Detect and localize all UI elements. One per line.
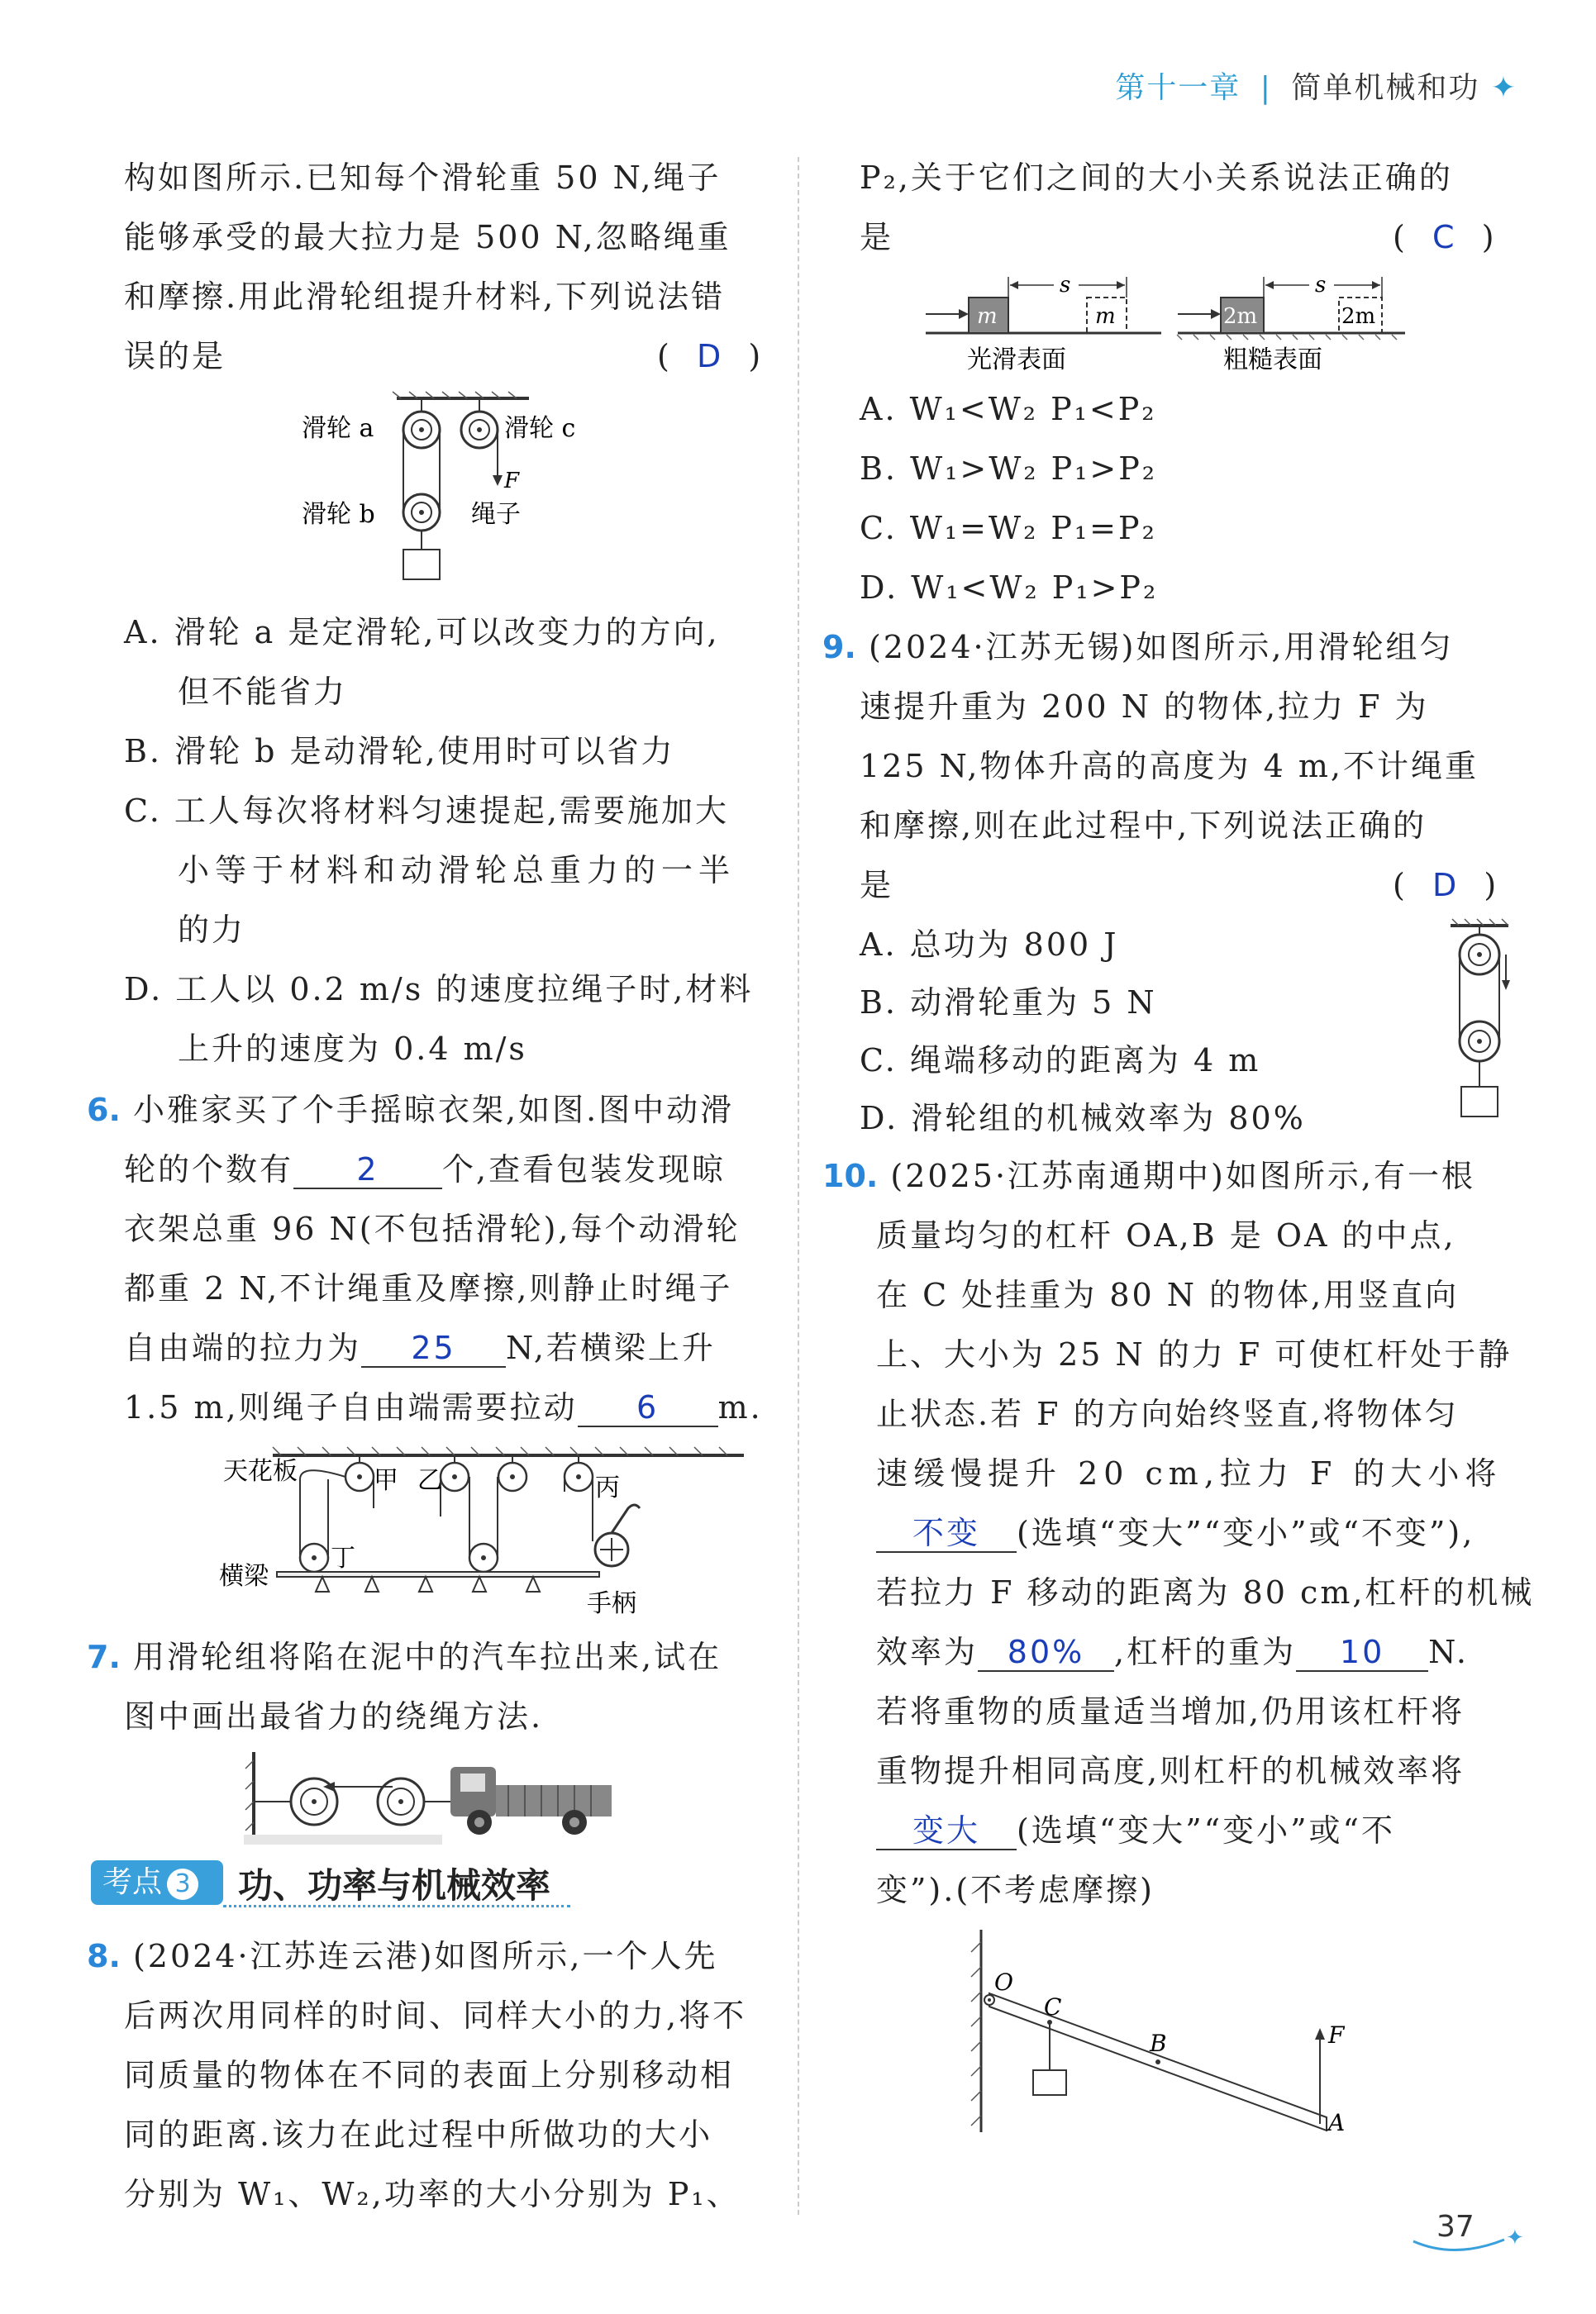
q8-mass-m-dashed: m [1095, 304, 1116, 329]
q6-line-5 [124, 1323, 716, 1373]
label-jia: 甲 [374, 1466, 398, 1495]
q5-option-d-line1: D. 工人以 0.2 m/s 的速度拉绳子时,材料 [124, 971, 754, 1007]
label-beam: 横梁 [219, 1562, 269, 1591]
page-number-block [1405, 2208, 1529, 2258]
q9-option-d: D. 滑轮组的机械效率为 80% [860, 1100, 1306, 1136]
q8-option-d: D. W₁<W₂ P₁>P₂ [860, 569, 1159, 606]
q6-text-2b: 个,查看包装发现晾 [442, 1151, 727, 1188]
q10-line-10: 若将重物的质量适当增加,仍用该杠杆将 [876, 1693, 1465, 1730]
q8-line-5: 分别为 W₁、W₂,功率的大小分别为 P₁、 [124, 2176, 741, 2212]
q7-truck-figure [244, 1744, 624, 1847]
q10-line-5: 止状态.若 F 的方向始终竖直,将物体匀 [876, 1396, 1459, 1432]
label-smooth-surface: 光滑表面 [967, 345, 1066, 374]
q10-text-12b: (选填“变大”“变小”或“不 [1017, 1812, 1395, 1849]
q9-answer-bracket: ( D ) [1393, 867, 1499, 903]
q10-number: 10. [822, 1158, 879, 1194]
column-divider [798, 157, 799, 2215]
q10-line-11: 重物提升相同高度,则杠杆的机械效率将 [876, 1753, 1465, 1789]
q6-clothes-rack-figure [215, 1442, 752, 1620]
sparkle-icon: ✦ [1490, 71, 1517, 105]
q8-line-3: 同质量的物体在不同的表面上分别移动相 [124, 2057, 735, 2093]
q5-pulley-figure [298, 388, 612, 603]
label-pulley-a: 滑轮 a [302, 414, 374, 443]
chapter-title: 简单机械和功 [1291, 71, 1480, 105]
q7-text-1: 用滑轮组将陷在泥中的汽车拉出来,试在 [132, 1639, 722, 1675]
q10-text-1: (2025·江苏南通期中)如图所示,有一根 [890, 1158, 1475, 1194]
chapter-label: 第十一章 [1115, 71, 1241, 105]
svg-text:✦: ✦ [1506, 2226, 1524, 2250]
q10-blank-2[interactable]: 80% [978, 1634, 1114, 1672]
q5-line-4: 误的是 [124, 338, 226, 374]
q6-line-6 [124, 1383, 763, 1432]
q10-lever-figure [963, 1926, 1376, 2140]
q9-line-3: 125 N,物体升高的高度为 4 m,不计绳重 [860, 748, 1479, 784]
q8-answer: C [1432, 219, 1457, 255]
q8-text-1: (2024·江苏连云港)如图所示,一个人先 [132, 1938, 718, 1974]
q9-option-c: C. 绳端移动的距离为 4 m [860, 1042, 1261, 1078]
q5-line-3: 和摩擦.用此滑轮组提升材料,下列说法错 [124, 279, 726, 315]
q6-line-1 [87, 1085, 734, 1135]
label-point-O: O [994, 1969, 1013, 1996]
q8-number: 8. [87, 1938, 121, 1974]
q9-line-1 [822, 622, 1454, 672]
q5-option-c-line2: 小等于材料和动滑轮总重力的一半 [178, 852, 736, 888]
q10-line-1 [822, 1151, 1475, 1201]
q9-number: 9. [822, 629, 856, 665]
q8-option-b: B. W₁>W₂ P₁>P₂ [860, 450, 1158, 487]
q8-distance-s-2: s [1315, 273, 1327, 298]
q10-text-9c: N. [1428, 1634, 1470, 1670]
q6-line-3: 衣架总重 96 N(不包括滑轮),每个动滑轮 [124, 1211, 741, 1247]
q7-line-1 [87, 1632, 722, 1682]
q6-text-1: 小雅家买了个手摇晾衣架,如图.图中动滑 [132, 1092, 735, 1128]
q10-line-6: 速缓慢提升 20 cm,拉力 F 的大小将 [876, 1455, 1503, 1492]
q6-blank-2[interactable]: 25 [361, 1330, 506, 1368]
label-ceiling: 天花板 [223, 1457, 298, 1486]
label-rope: 绳子 [471, 500, 521, 529]
label-yi: 乙 [417, 1466, 442, 1495]
q9-text-1: (2024·江苏无锡)如图所示,用滑轮组匀 [868, 629, 1454, 665]
q6-blank-1[interactable]: 2 [293, 1151, 442, 1189]
q8-cont-line-1: P₂,关于它们之间的大小关系说法正确的 [860, 160, 1453, 196]
label-bing: 丙 [595, 1474, 620, 1502]
q10-line-13: 变”).(不考虑摩擦) [876, 1872, 1155, 1908]
q8-distance-s-1: s [1060, 273, 1071, 298]
label-force-F: F [1328, 2021, 1345, 2049]
q5-line-1: 构如图所示.已知每个滑轮重 50 N,绳子 [124, 160, 722, 196]
kaodian-number: 3 [167, 1869, 198, 1900]
q5-line-2: 能够承受的最大拉力是 500 N,忽略绳重 [124, 219, 731, 255]
q5-answer: D [696, 338, 724, 374]
page-header [1115, 64, 1517, 107]
q8-mass-2m-dashed: 2m [1341, 304, 1376, 329]
q5-answer-bracket: ( D ) [657, 338, 764, 374]
label-point-C: C [1044, 1993, 1062, 2021]
q5-option-a-line2: 但不能省力 [178, 674, 348, 710]
q9-option-a: A. 总功为 800 J [860, 926, 1119, 963]
q10-line-2: 质量均匀的杠杆 OA,B 是 OA 的中点, [876, 1217, 1456, 1254]
q6-text-6b: m. [717, 1389, 763, 1426]
label-rough-surface: 粗糙表面 [1223, 345, 1322, 374]
q9-option-b: B. 动滑轮重为 5 N [860, 984, 1157, 1021]
q9-answer: D [1432, 867, 1460, 903]
q5-option-c-line3: 的力 [178, 912, 246, 948]
q10-text-9b: ,杠杆的重为 [1114, 1634, 1297, 1670]
q8-answer-bracket: ( C ) [1393, 219, 1497, 255]
q10-text-7b: (选填“变大”“变小”或“不变”), [1017, 1515, 1475, 1551]
q10-line-12 [876, 1806, 1395, 1855]
q9-line-2: 速提升重为 200 N 的物体,拉力 F 为 [860, 688, 1429, 725]
q8-cont-line-2: 是 [860, 219, 894, 255]
q6-blank-3[interactable]: 6 [578, 1389, 718, 1427]
label-pulley-c: 滑轮 c [504, 414, 576, 443]
q7-number: 7. [87, 1639, 121, 1675]
q6-line-2 [124, 1145, 726, 1194]
q8-surface-figure [917, 269, 1413, 380]
q10-blank-3[interactable]: 10 [1296, 1634, 1428, 1672]
q8-line-4: 同的距离.该力在此过程中所做功的大小 [124, 2116, 713, 2153]
label-handle: 手柄 [587, 1589, 636, 1618]
label-force: F [504, 469, 520, 493]
q9-line-4: 和摩擦,则在此过程中,下列说法正确的 [860, 807, 1427, 844]
label-ding: 丁 [331, 1544, 355, 1573]
kaodian-title: 功、功率与机械效率 [238, 1865, 551, 1906]
q8-option-c: C. W₁=W₂ P₁=P₂ [860, 510, 1157, 546]
q10-line-3: 在 C 处挂重为 80 N 的物体,用竖直向 [876, 1277, 1460, 1313]
q6-line-4: 都重 2 N,不计绳重及摩擦,则静止时绳子 [124, 1270, 733, 1307]
q6-text-2a: 轮的个数有 [124, 1151, 294, 1188]
q6-text-6a: 1.5 m,则绳子自由端需要拉动 [124, 1389, 578, 1426]
q8-line-2: 后两次用同样的时间、同样大小的力,将不 [124, 1997, 747, 2034]
label-pulley-b: 滑轮 b [302, 500, 375, 529]
q5-option-b: B. 滑轮 b 是动滑轮,使用时可以省力 [124, 733, 675, 769]
kaodian-tag-label: 考点 [102, 1865, 163, 1899]
q10-line-8: 若拉力 F 移动的距离为 80 cm,杠杆的机械 [876, 1574, 1535, 1611]
q5-option-a-line1: A. 滑轮 a 是定滑轮,可以改变力的方向, [124, 614, 720, 650]
section-heading-kaodian-3 [91, 1855, 570, 1910]
q10-blank-1[interactable]: 不变 [876, 1515, 1017, 1553]
q8-mass-m-solid: m [977, 304, 998, 329]
kaodian-underline [223, 1905, 570, 1907]
q5-option-d-line2: 上升的速度为 0.4 m/s [178, 1031, 527, 1067]
page-number: 37 [1436, 2210, 1475, 2244]
q10-line-7 [876, 1508, 1475, 1558]
q8-line-1 [87, 1931, 718, 1981]
q8-option-a: A. W₁<W₂ P₁<P₂ [860, 391, 1157, 427]
q9-line-5: 是 [860, 867, 894, 903]
q10-blank-4[interactable]: 变大 [876, 1812, 1017, 1850]
q7-line-2: 图中画出最省力的绕绳方法. [124, 1698, 544, 1735]
q10-line-9 [876, 1627, 1469, 1677]
q6-text-5b: N,若横梁上升 [506, 1330, 716, 1366]
q5-option-c-line1: C. 工人每次将材料匀速提起,需要施加大 [124, 793, 729, 829]
q6-number: 6. [87, 1092, 121, 1128]
kaodian-tag [91, 1860, 223, 1905]
q9-pulley-figure [1438, 917, 1521, 1140]
header-separator: | [1260, 71, 1272, 105]
q6-text-5a: 自由端的拉力为 [124, 1330, 362, 1366]
q10-line-4: 上、大小为 25 N 的力 F 可使杠杆处于静 [876, 1336, 1513, 1373]
label-point-A: A [1328, 2109, 1346, 2136]
label-point-B: B [1150, 2030, 1167, 2057]
q8-mass-2m-solid: 2m [1223, 304, 1258, 329]
q10-text-9a: 效率为 [876, 1634, 979, 1670]
